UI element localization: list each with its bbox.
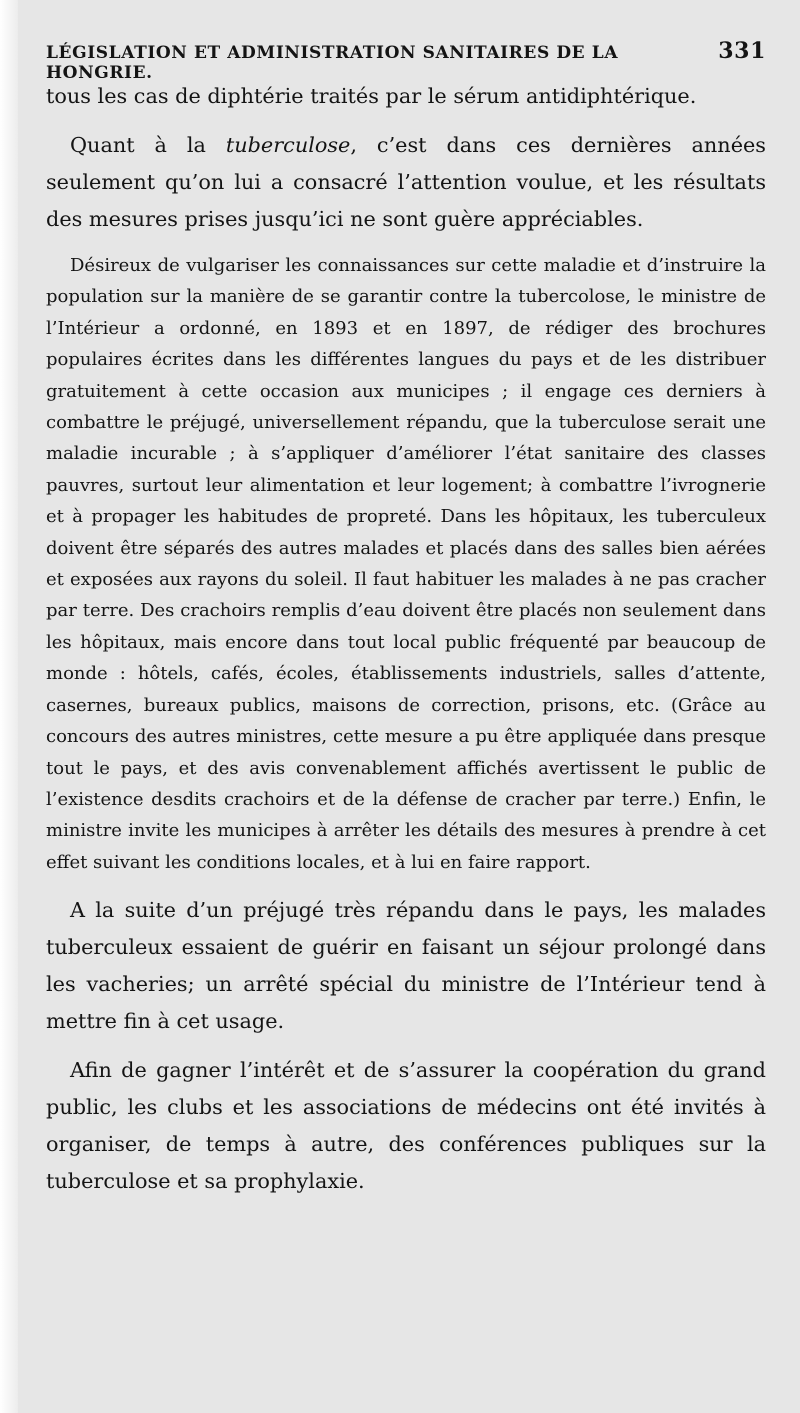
paragraph-tuberculose-italic: tuberculose xyxy=(225,133,351,157)
running-title: LÉGISLATION ET ADMINISTRATION SANITAIRES DE LA HONGRIE. xyxy=(46,43,619,83)
main-text xyxy=(46,78,766,1200)
paragraph-ministre: Désireux de vulgariser les connaissances sur cette maladie et d’instruire la population sur la manière de se garantir contre la tubercolose, le ministre de l’Intérieur a ordonné, en 1893 et en 1897, de rédiger des brochures populaires écrites dans les différentes langues du pays et de les distribuer gratuitement à cette occasion aux municipes ; il engage ces derniers à combattre le préjugé, universellement répandu, que la tuberculose serait une maladie incurable ; à s’appliquer d’améliorer l’état sanitaire des classes pauvres, surtout leur alimentation et leur logement; à combattre l’ivrognerie et à propager les habitudes de propreté. Dans les hôpitaux, les tuberculeux doivent être séparés des autres malades et placés dans des salles bien aérées et exposées aux rayons du soleil. Il faut habituer les malades à ne pas cracher par terre. Des crachoirs remplis d’eau doivent être placés non seulement dans les hôpitaux, mais encore dans tout local public fréquenté par beaucoup de monde : hôtels, cafés, écoles, établissements industriels, salles d’attente, casernes, bureaux publics, maisons de correction, prisons, etc. (Grâce au concours des autres ministres, cette mesure a pu être appliquée dans presque tout le pays, et des avis convenablement affichés avertissent le public de l’existence desdits crachoirs et de la défense de cracher par terre.) Enfin, le ministre invite les municipes à arrêter les détails des mesures à prendre à cet effet suivant les conditions locales, et à lui en faire rapport. xyxy=(46,255,766,873)
running-head xyxy=(46,38,766,83)
paragraph-tuberculose-start: Quant à la xyxy=(70,133,226,157)
page-number: 331 xyxy=(718,38,766,64)
paragraph-tuberculose xyxy=(46,127,766,238)
page-gutter xyxy=(0,0,18,1413)
paragraph-vacheries: A la suite d’un préjugé très répandu dans le pays, les malades tuberculeux essaient de guérir en faisant un séjour prolongé dans les vacheries; un arrêté spécial du ministre de l’Intérieur tend à mettre fin à cet usage. xyxy=(46,898,766,1034)
paragraph-continued: tous les cas de diphtérie traités par le sérum antidiphtérique. xyxy=(46,84,697,108)
paragraph-tuberculose-end: , c’est dans ces dernières années seulement qu’on lui a consacré l’attention voulue, et les résultats des mesures prises jusqu’ici ne sont guère appréciables. xyxy=(46,133,766,231)
small-text-block xyxy=(46,250,766,878)
paragraph-conferences: Afin de gagner l’intérêt et de s’assurer la coopération du grand public, les clubs et les associations de médecins ont été invités à organiser, de temps à autre, des conférences publiques sur la tuberculose et sa prophylaxie. xyxy=(46,1058,766,1194)
